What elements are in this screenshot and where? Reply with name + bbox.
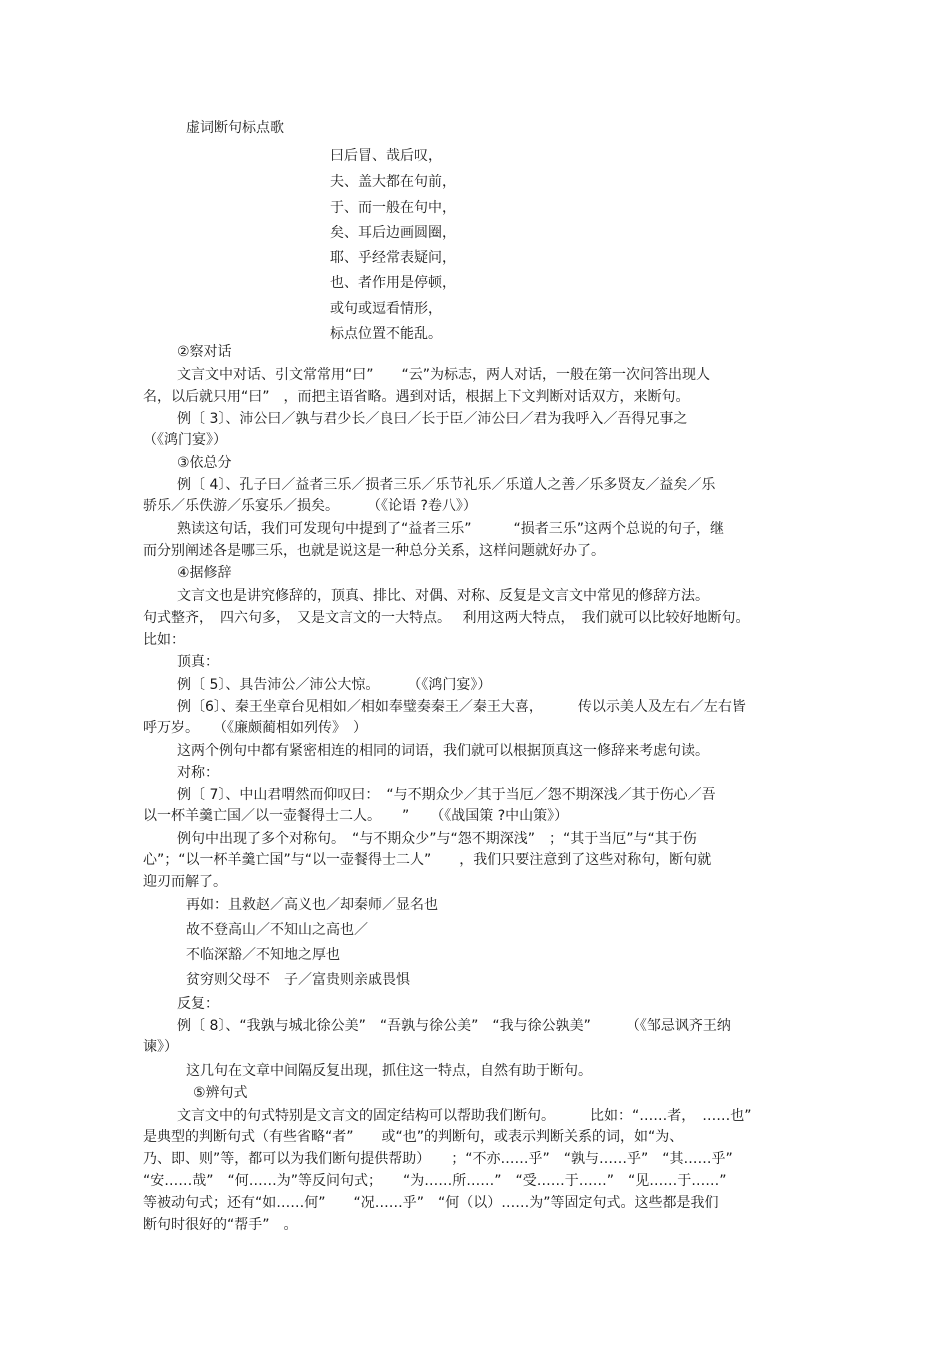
text-line: 而分别阐述各是哪三乐，也就是说这是一种总分关系，这样问题就好办了。 — [143, 543, 605, 559]
text-line: 谏》） — [143, 1039, 178, 1055]
text-line: 例〔 5〕、具告沛公／沛公大惊。 （《鸿门宴》） — [177, 677, 492, 693]
poem-line: 矣、耳后边画圆圈， — [330, 225, 456, 241]
text-line: 文言文中对话、引文常常用“曰” “云”为标志，两人对话，一般在第一次问答出现人 — [177, 367, 711, 383]
text-line: ③依总分 — [177, 455, 232, 471]
text-line: 呼万岁。 （《廉颇蔺相如列传》 ） — [143, 720, 367, 736]
text-line: ⑤辨句式 — [193, 1085, 248, 1101]
text-line: “安……哉” “何……为”等反问句式； “为……所……” “受……于……” “见……于……” — [143, 1173, 727, 1189]
text-line: 以一杯羊羹亡国／以一壶餐得士二人。 ” （《战国策 ?中山策》） — [143, 808, 569, 824]
text-line: 断句时很好的“帮手” 。 — [143, 1217, 298, 1233]
text-line: 例句中出现了多个对称句。 “与不期众少”与“怨不期深浅” ；“其于当厄”与“其于伤 — [177, 831, 697, 847]
poem-line: 或句或逗看情形， — [330, 301, 442, 317]
text-line: 顶真： — [177, 654, 219, 670]
poem-line: 耶、乎经常表疑问， — [330, 250, 456, 266]
text-line: 不临深豁／不知地之厚也 — [186, 947, 340, 963]
text-line: 例〔6〕、秦王坐章台见相如／相如奉璧奏秦王／秦王大喜， 传以示美人及左右／左右皆 — [177, 699, 746, 715]
text-line: 再如：且救赵／高义也／却秦师／显名也 — [186, 897, 438, 913]
text-line: 乃、即、则”等，都可以为我们断句提供帮助） ；“不亦……乎” “孰与……乎” “其……乎” — [143, 1151, 733, 1167]
text-line: 是典型的判断句式（有些省略“者” 或“也”的判断句，或表示判断关系的词，如“为、 — [143, 1129, 684, 1145]
text-line: 这几句在文章中间隔反复出现，抓住这一特点，自然有助于断句。 — [186, 1063, 592, 1079]
text-line: 反复： — [177, 996, 219, 1012]
poem-line: 于、而一般在句中， — [330, 200, 456, 216]
poem-line: 标点位置不能乱。 — [330, 326, 442, 342]
text-line: 熟读这句话，我们可发现句中提到了“益者三乐” “损者三乐”这两个总说的句子，继 — [177, 521, 725, 537]
text-line: 例〔 7〕、中山君喟然而仰叹曰： “与不期众少／其于当厄／怨不期深浅／其于伤心／吾 — [177, 787, 716, 803]
text-line: ④据修辞 — [177, 565, 232, 581]
text-line: 例〔 8〕、“我孰与城北徐公美” “吾孰与徐公美” “我与徐公孰美” （《邹忌讽齐王纳 — [177, 1018, 731, 1034]
text-line: 心”；“以一杯羊羹亡国”与“以一壶餐得士二人” ，我们只要注意到了这些对称句，断句就 — [143, 852, 712, 868]
text-line: 贫穷则父母不 子／富贵则亲戚畏惧 — [186, 972, 410, 988]
text-line: 文言文中的句式特别是文言文的固定结构可以帮助我们断句。 比如：“……者， ……也” — [177, 1108, 752, 1124]
text-line: 迎刃而解了。 — [143, 874, 227, 890]
text-line: 文言文也是讲究修辞的，顶真、排比、对偶、对称、反复是文言文中常见的修辞方法。 — [177, 588, 709, 604]
text-line: 比如： — [143, 632, 185, 648]
text-line: 名，以后就只用“曰” ，而把主语省略。遇到对话，根据上下文判断对话双方，来断句。 — [143, 389, 690, 405]
text-line: 故不登高山／不知山之高也／ — [186, 922, 368, 938]
text-line: （《鸿门宴》） — [143, 432, 227, 448]
text-line: 对称： — [177, 765, 219, 781]
text-line: 骄乐／乐佚游／乐宴乐／损矣。 （《论语 ?卷八》） — [143, 498, 477, 514]
text-line: 例〔 4〕、孔子曰／益者三乐／损者三乐／乐节礼乐／乐道人之善／乐多贤友／益矣／乐 — [177, 477, 716, 493]
poem-line: 曰后冒、哉后叹， — [330, 148, 442, 164]
text-line: 句式整齐， 四六句多， 又是文言文的一大特点。 利用这两大特点， 我们就可以比较好地断句。 — [143, 610, 750, 626]
text-line: 等被动句式；还有“如……何” “况……乎” “何（以）……为”等固定句式。这些都是我们 — [143, 1195, 719, 1211]
poem-line: 也、者作用是停顿， — [330, 275, 456, 291]
text-line: 这两个例句中都有紧密相连的相同的词语，我们就可以根据顶真这一修辞来考虑句读。 — [177, 743, 709, 759]
page-title: 虚词断句标点歌 — [186, 120, 284, 136]
text-line: ②察对话 — [177, 344, 232, 360]
poem-line: 夫、盖大都在句前， — [330, 174, 456, 190]
text-line: 例〔 3〕、沛公曰／孰与君少长／良曰／长于臣／沛公曰／君为我呼入／吾得兄事之 — [177, 411, 688, 427]
